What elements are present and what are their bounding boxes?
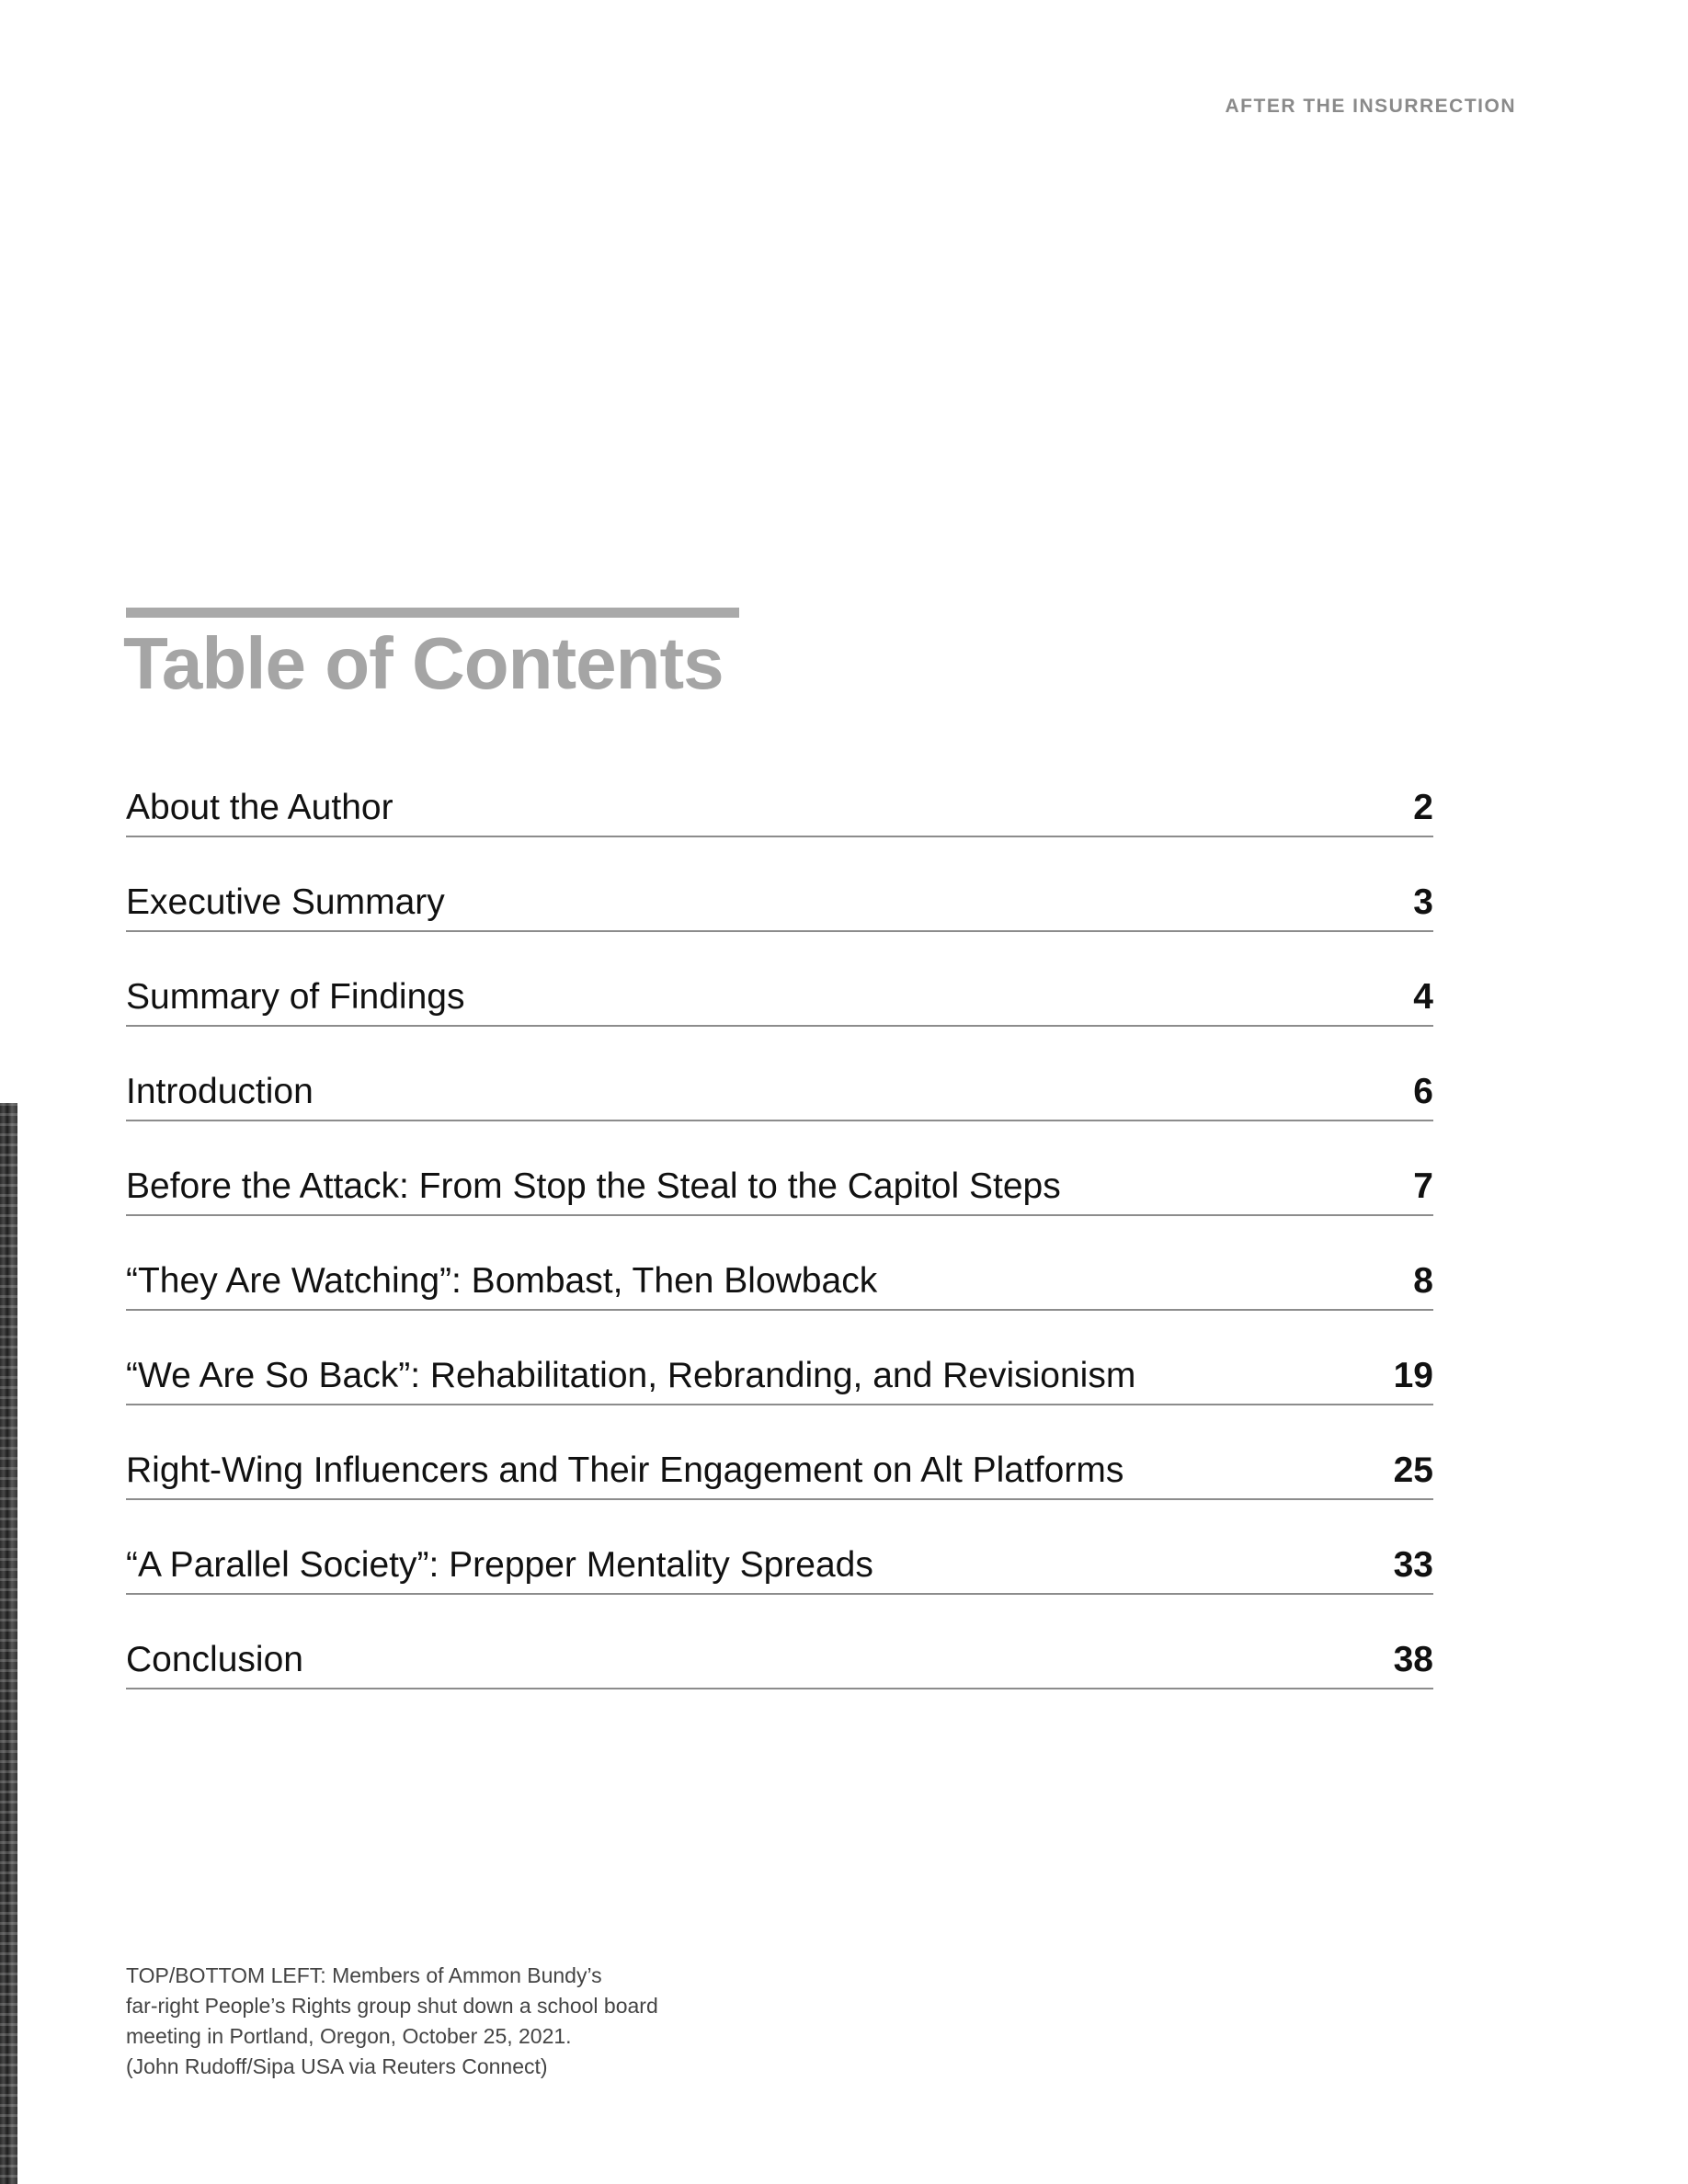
photo-caption xyxy=(126,1961,825,2082)
toc-entry[interactable] xyxy=(126,1532,1433,1595)
toc-entry[interactable] xyxy=(126,964,1433,1027)
toc-entry-page: 38 xyxy=(1393,1640,1433,1679)
toc-entry-page: 8 xyxy=(1413,1261,1433,1301)
toc-entry-title: Summary of Findings xyxy=(126,977,465,1017)
toc-entry-page: 6 xyxy=(1413,1072,1433,1111)
toc-entry-title: “They Are Watching”: Bombast, Then Blowback xyxy=(126,1261,878,1301)
toc-entry-page: 19 xyxy=(1393,1356,1433,1395)
toc-entry-title: About the Author xyxy=(126,788,393,827)
toc-entry-page: 4 xyxy=(1413,977,1433,1017)
caption-line: TOP/BOTTOM LEFT: Members of Ammon Bundy’s xyxy=(126,1963,602,1987)
cropped-photo-strip xyxy=(0,1103,17,2184)
toc-entry-page: 7 xyxy=(1413,1166,1433,1206)
toc-entry[interactable] xyxy=(126,1154,1433,1216)
toc-entry[interactable] xyxy=(126,775,1433,837)
toc-entry[interactable] xyxy=(126,1059,1433,1121)
toc-entry-title: “We Are So Back”: Rehabilitation, Rebranding, and Revisionism xyxy=(126,1356,1136,1395)
toc-entry-title: Conclusion xyxy=(126,1640,303,1679)
toc-entry-page: 2 xyxy=(1413,788,1433,827)
toc-entry[interactable] xyxy=(126,1248,1433,1311)
toc-entry-title: Executive Summary xyxy=(126,882,445,922)
toc-entry[interactable] xyxy=(126,870,1433,932)
toc-entry-title: Before the Attack: From Stop the Steal to the Capitol Steps xyxy=(126,1166,1061,1206)
toc-entry-title: “A Parallel Society”: Prepper Mentality Spreads xyxy=(126,1545,873,1585)
toc-entry[interactable] xyxy=(126,1438,1433,1500)
caption-line: (John Rudoff/Sipa USA via Reuters Connect) xyxy=(126,2054,548,2078)
caption-line: meeting in Portland, Oregon, October 25, 2021. xyxy=(126,2024,572,2048)
title-rule xyxy=(126,608,739,618)
toc-list xyxy=(126,775,1433,1722)
caption-line: far-right People’s Rights group shut down a school board xyxy=(126,1994,658,2018)
running-header: AFTER THE INSURRECTION xyxy=(1225,96,1516,117)
toc-entry-title: Introduction xyxy=(126,1072,314,1111)
toc-entry[interactable] xyxy=(126,1627,1433,1689)
toc-entry-page: 3 xyxy=(1413,882,1433,922)
toc-entry-title: Right-Wing Influencers and Their Engagement on Alt Platforms xyxy=(126,1450,1124,1490)
toc-entry-page: 33 xyxy=(1393,1545,1433,1585)
toc-entry[interactable] xyxy=(126,1343,1433,1405)
page-title: Table of Contents xyxy=(123,622,724,704)
toc-entry-page: 25 xyxy=(1393,1450,1433,1490)
